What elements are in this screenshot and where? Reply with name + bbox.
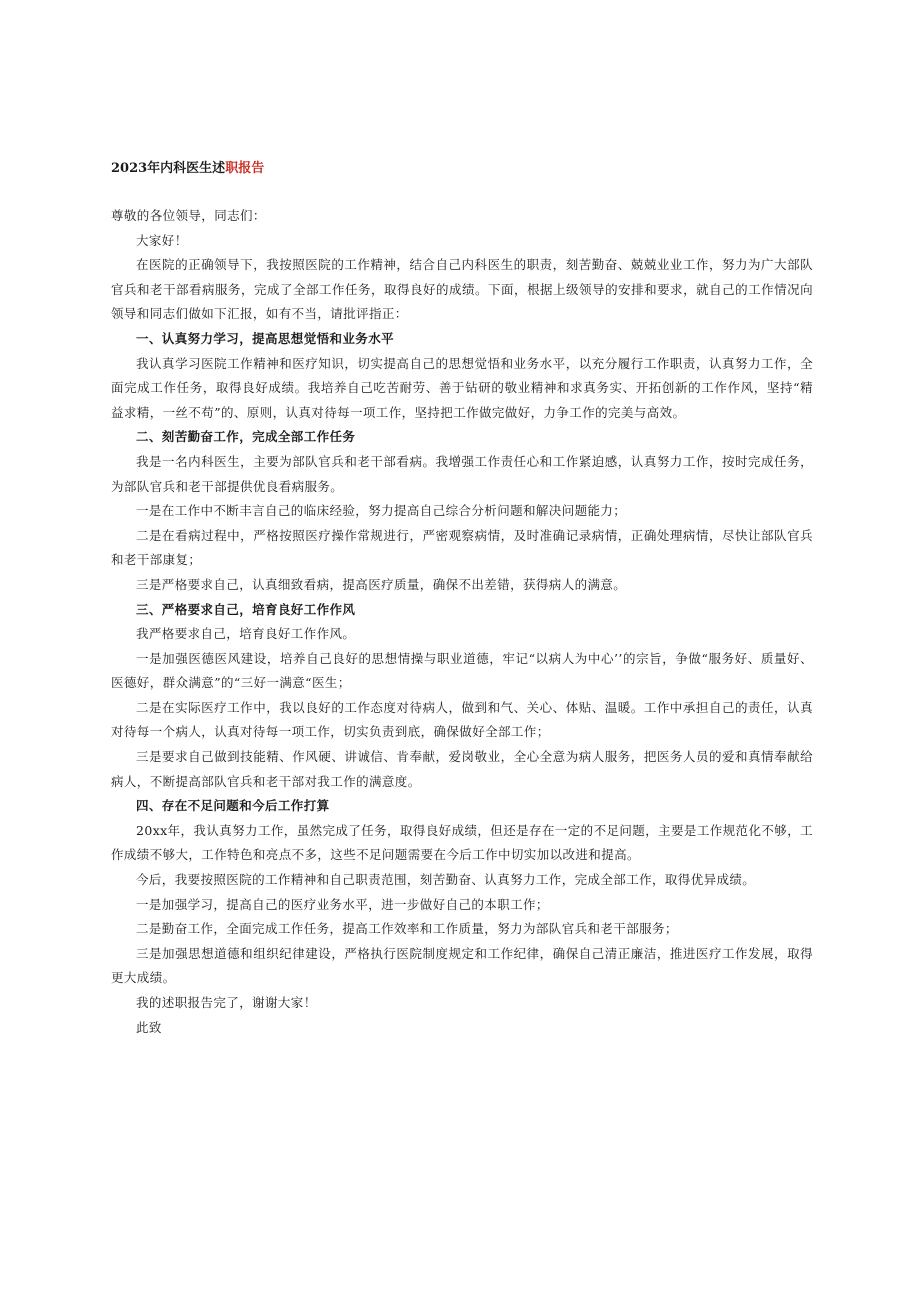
title-main: 2023年内科医生述 [111,161,226,176]
section-1-heading: 一、认真努力学习，提高思想觉悟和业务水平 [136,330,395,346]
section-3-item-2: 二是在实际医疗工作中，我以良好的工作态度对待病人，做到和气、关心、体贴、温暖。工作中承担自己的责任，认真对待每一个病人，认真对待每一项工作，切实负责到底，确保做好全部工作； [111,699,813,740]
ending: 此致 [136,1019,162,1035]
intro-paragraph: 在医院的正确领导下，我按照医院的工作精神，结合自己内科医生的职责，刻苦勤奋、兢兢业业工作，努力为广大部队官兵和老干部看病服务，完成了全部工作任务，取得良好的成绩。下面，根据上级领导的安排和要求，就自己的工作情况向领导和同志们做如下汇报，如有不当，请批评指正： [111,257,813,322]
section-2-heading: 二、刻苦勤奋工作，完成全部工作任务 [136,429,356,445]
salutation: 尊敬的各位领导，同志们： [111,208,266,223]
section-2-paragraph: 我是一名内科医生，主要为部队官兵和老干部看病。我增强工作责任心和工作紧迫感，认真努力工作，按时完成任务，为部队官兵和老干部提供优良看病服务。 [111,453,813,494]
section-3-item-3: 三是要求自己做到技能精、作风硬、讲诚信、肯奉献，爱岗敬业，全心全意为病人服务，把医务人员的爱和真情奉献给病人，不断提高部队官兵和老干部对我工作的满意度。 [111,749,813,789]
section-2-item-3: 三是严格要求自己，认真细致看病，提高医疗质量，确保不出差错，获得病人的满意。 [136,576,627,592]
section-4-heading: 四、存在不足问题和今后工作打算 [136,798,330,814]
section-1-paragraph: 我认真学习医院工作精神和医疗知识，切实提高自己的思想觉悟和业务水平，以充分履行工作职责，认真努力工作，全面完成工作任务，取得良好成绩。我培养自己吃苦耐劳、善于钻研的敬业精神和求真务实、开拓创新的工作作风，坚持“精益求精，一丝不苟”的、原则，认真对待每一项工作，坚持把工作做完做好，力争工作的完美与高效。 [111,355,813,420]
document-title [111,157,264,176]
section-2-item-2: 二是在看病过程中，严格按照医疗操作常规进行，严密观察病情，及时准确记录病情，正确处理病情，尽快让部队官兵和老干部康复； [111,527,813,568]
greeting: 大家好！ [136,232,188,248]
section-4-plan: 今后，我要按照医院的工作精神和自己职责范围，刻苦勤奋、认真努力工作，完成全部工作，取得优异成绩。 [136,872,756,888]
section-3-item-1: 一是加强医德医风建设，培养自己良好的思想情操与职业道德，牢记“以病人为中心’’的宗旨，争做“服务好、质量好、医德好，群众满意”的“三好一满意“医生； [111,650,813,691]
section-4-item-1: 一是加强学习，提高自己的医疗业务水平，进一步做好自己的本职工作； [136,896,549,912]
section-3-paragraph: 我严格要求自己，培育良好工作作风。 [136,626,356,642]
section-2-item-1: 一是在工作中不断丰言自己的临床经验，努力提高自己综合分析问题和解决问题能力； [136,503,627,519]
section-4-item-3: 三是加强思想道德和组织纪律建设，严格执行医院制度规定和工作纪律，确保自己清正廉洁，推进医疗工作发展，取得更大成绩。 [111,945,813,986]
closing-paragraph: 我的述职报告完了，谢谢大家！ [136,995,317,1010]
section-4-paragraph: 20xx年，我认真努力工作，虽然完成了任务，取得良好成绩，但还是存在一定的不足问题，主要是工作规范化不够，工作成绩不够大，工作特色和亮点不多，这些不足问题需要在今后工作中切实加以改进和提高。 [111,822,813,863]
section-3-heading: 三、严格要求自己，培育良好工作作风 [136,601,356,617]
section-4-item-2: 二是勤奋工作，全面完成工作任务，提高工作效率和工作质量，努力为部队官兵和老干部服务； [136,921,678,937]
title-highlight: 职报告 [225,161,265,176]
document-body [111,204,813,1040]
